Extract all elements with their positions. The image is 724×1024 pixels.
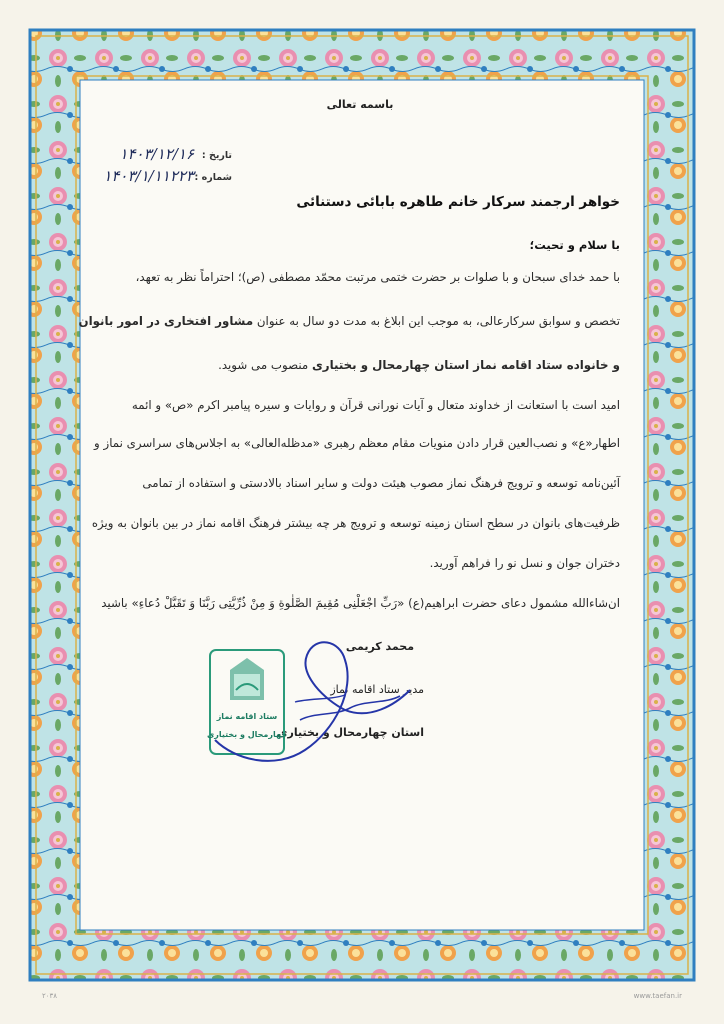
- body-line: [96, 596, 620, 610]
- body-text: اطهار«ع» و نصب‌العین قرار دادن منویات مقام معظم رهبری «مدظله‌العالی» به اجلاس‌های سراسری نماز و: [94, 436, 620, 450]
- bismillah-heading: باسمه تعالی: [326, 98, 394, 111]
- number-label: شماره :: [194, 172, 232, 183]
- body-text: ان‌شاءالله مشمول دعای حضرت ابراهیم(ع) «رَبِّ اجْعَلْنِی مُقِیمَ الصَّلٰوةِ وَ مِنْ ذُرِّیَّتِی رَبَّنَا وَ تَقَبَّلْ دُعاءِ» باشید: [101, 596, 620, 610]
- body-text: تخصص و سوابق سرکارعالی، به موجب این ابلاغ به مدت دو سال به عنوان: [253, 314, 620, 328]
- addressee: خواهر ارجمند سرکار خانم طاهره بابائی دستنائی: [296, 194, 620, 210]
- greeting: با سلام و تحیت؛: [529, 238, 620, 252]
- signatory-province: استان چهارمحال و بختیاری: [277, 726, 424, 739]
- body-text: آئین‌نامه توسعه و ترویج فرهنگ نماز مصوب هیئت دولت و سایر اسناد بالادستی و استفاده از تمامی: [142, 476, 620, 490]
- body-line: [91, 516, 620, 530]
- body-text: با حمد خدای سبحان و با صلوات بر حضرت ختمی مرتبت محمّد مصطفی (ص)؛ احتراماً نظر به تعهد،: [135, 270, 620, 284]
- body-line: [96, 398, 620, 412]
- signatory-name: محمد کریمی: [345, 640, 414, 653]
- body-line: [96, 270, 620, 284]
- signatory-title: مدیر ستاد اقامه نماز: [330, 683, 424, 696]
- body-line: [96, 436, 620, 450]
- body-line: [96, 476, 620, 490]
- official-stamp: [206, 640, 288, 760]
- footer-code: ۲۰۳۸: [42, 992, 58, 1000]
- body-text: ظرفیت‌های بانوان در سطح استان زمینه توسعه و ترویج هر چه بیشتر فرهنگ اقامه نماز در بین بانوان به ویژه: [91, 516, 620, 530]
- body-bold-text: مشاور افتخاری در امور بانوان: [78, 314, 254, 328]
- body-line: [78, 314, 620, 328]
- body-line: [96, 358, 620, 372]
- footer-website: www.taefan.ir: [633, 992, 682, 1000]
- body-text: دختران جوان و نسل نو را فراهم آورید.: [429, 556, 620, 570]
- number-value: ۱۴۰۳/۱/۱۱۲۲۳: [103, 167, 194, 185]
- date-label: تاریخ :: [201, 150, 232, 161]
- body-bold-text: و خانواده ستاد اقامه نماز استان چهارمحال و بختیاری: [312, 358, 620, 372]
- stamp-graphic: [206, 640, 288, 760]
- body-text: منصوب می شوید.: [218, 358, 312, 372]
- stamp-text: ستاد اقامه نماز: [216, 712, 278, 721]
- date-value: ۱۴۰۳/۱۲/۱۶: [119, 145, 194, 163]
- body-line: [96, 556, 620, 570]
- body-text: امید است با استعانت از خداوند متعال و آیات نورانی قرآن و روایات و سیره پیامبر اکرم «ص» و ائمه: [131, 398, 620, 412]
- stamp-text: چهارمحال و بختیاری: [206, 730, 288, 739]
